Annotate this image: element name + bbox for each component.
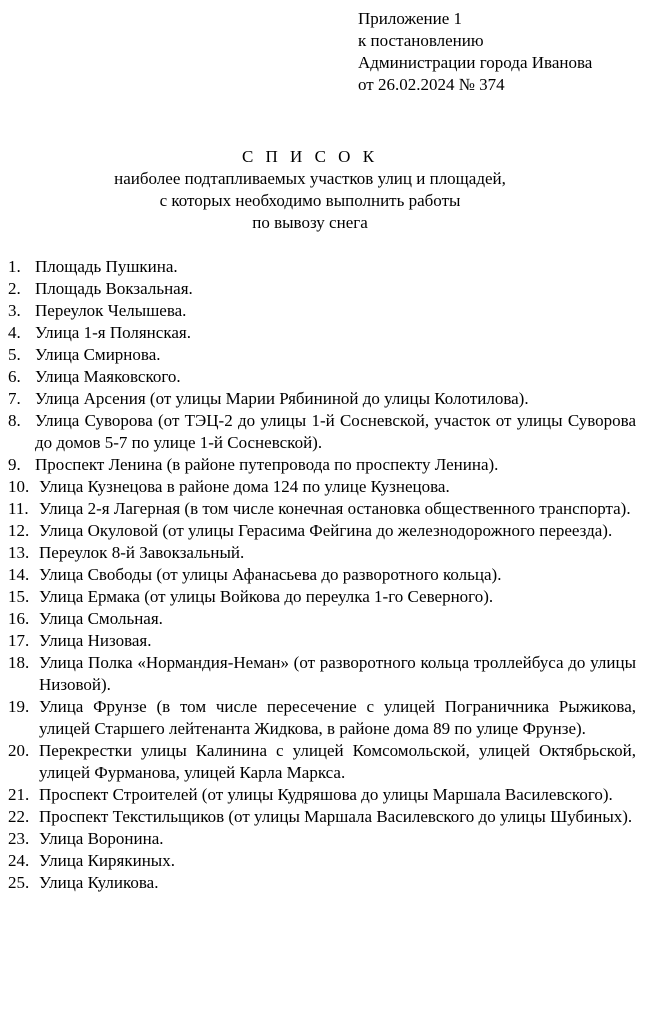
list-item-number: 17.: [8, 631, 30, 650]
list-item-number: 18.: [8, 653, 30, 672]
list-item-text: Улица Кирякиных.: [39, 851, 175, 870]
list-item: [8, 652, 636, 696]
list-item-text: Улица Смольная.: [39, 609, 163, 628]
appendix-header: [358, 8, 592, 96]
appendix-line-3: Администрации города Иванова: [358, 53, 593, 72]
list-item: [8, 476, 636, 498]
list-item: [8, 630, 636, 652]
appendix-line-2: к постановлению: [358, 31, 484, 50]
list-item-number: 24.: [8, 851, 30, 870]
list-item: [8, 300, 636, 322]
document-title: [0, 146, 620, 234]
list-item: [8, 256, 636, 278]
list-item: [8, 696, 636, 740]
list-item-text: Улица Куликова.: [39, 873, 159, 892]
list-item-text: Улица Смирнова.: [35, 345, 161, 364]
list-item-text: Улица Низовая.: [39, 631, 152, 650]
list-item-text: Улица Ермака (от улицы Войкова до переулка 1-го Северного).: [39, 587, 494, 606]
list-item-number: 23.: [8, 829, 30, 848]
list-item: [8, 784, 636, 806]
list-item-text: Перекрестки улицы Калинина с улицей Комсомольской, улицей Октябрьской, улицей Фурманова, улицей Карла Маркса.: [39, 741, 636, 782]
list-item: [8, 740, 636, 784]
list-item-number: 8.: [8, 411, 21, 430]
list-item: [8, 564, 636, 586]
title-heading: С П И С О К: [241, 147, 379, 166]
title-line-2: с которых необходимо выполнить работы: [159, 191, 461, 210]
list-item: [8, 498, 636, 520]
list-item: [8, 608, 636, 630]
appendix-line-1: Приложение 1: [358, 9, 462, 28]
list-item-text: Улица Фрунзе (в том числе пересечение с улицей Пограничника Рыжикова, улицей Старшего лейтенанта Жидкова, в районе дома 89 по улице Фрунзе).: [39, 697, 636, 738]
list-item-number: 15.: [8, 587, 30, 606]
list-item: [8, 542, 636, 564]
list-item: [8, 872, 636, 894]
list-item-text: Проспект Ленина (в районе путепровода по проспекту Ленина).: [35, 455, 499, 474]
list-item-text: Переулок Челышева.: [35, 301, 187, 320]
list-item-text: Проспект Строителей (от улицы Кудряшова до улицы Маршала Василевского).: [39, 785, 613, 804]
list-item-text: Улица Арсения (от улицы Марии Рябининой до улицы Колотилова).: [35, 389, 529, 408]
title-line-1: наиболее подтапливаемых участков улиц и площадей,: [114, 169, 506, 188]
list-item-number: 10.: [8, 477, 30, 496]
list-item: [8, 520, 636, 542]
list-item-text: Улица 1-я Полянская.: [35, 323, 191, 342]
list-item: [8, 586, 636, 608]
list-item: [8, 850, 636, 872]
list-item-number: 20.: [8, 741, 30, 760]
list-item: [8, 278, 636, 300]
list-item-text: Улица Маяковского.: [35, 367, 181, 386]
list-item-number: 5.: [8, 345, 21, 364]
list-item-number: 7.: [8, 389, 21, 408]
list-item-text: Улица Свободы (от улицы Афанасьева до разворотного кольца).: [39, 565, 502, 584]
list-item-number: 19.: [8, 697, 30, 716]
list-item-text: Площадь Пушкина.: [35, 257, 178, 276]
list-item-text: Улица Кузнецова в районе дома 124 по улице Кузнецова.: [39, 477, 450, 496]
list-item-number: 9.: [8, 455, 21, 474]
list-item-number: 3.: [8, 301, 21, 320]
appendix-line-4: от 26.02.2024 № 374: [358, 75, 505, 94]
list-item-text: Площадь Вокзальная.: [35, 279, 193, 298]
list-item-number: 11.: [8, 499, 29, 518]
list-item-text: Проспект Текстильщиков (от улицы Маршала Василевского до улицы Шубиных).: [39, 807, 633, 826]
list-item-number: 16.: [8, 609, 30, 628]
list-item: [8, 388, 636, 410]
list-item-number: 14.: [8, 565, 30, 584]
list-item-number: 13.: [8, 543, 30, 562]
list-item: [8, 806, 636, 828]
list-item: [8, 344, 636, 366]
list-item-text: Улица Воронина.: [39, 829, 164, 848]
list-item: [8, 366, 636, 388]
list-item: [8, 828, 636, 850]
list-item-number: 25.: [8, 873, 30, 892]
list-item-number: 2.: [8, 279, 21, 298]
list-item-number: 21.: [8, 785, 30, 804]
street-list: [8, 256, 636, 894]
list-item-text: Улица Суворова (от ТЭЦ-2 до улицы 1-й Сосневской, участок от улицы Суворова до домов 5-7 по улице 1-й Сосневской).: [35, 411, 636, 452]
list-item-text: Улица Окуловой (от улицы Герасима Фейгина до железнодорожного переезда).: [39, 521, 613, 540]
list-item-text: Переулок 8-й Завокзальный.: [39, 543, 245, 562]
list-item-number: 6.: [8, 367, 21, 386]
list-item-text: Улица 2-я Лагерная (в том числе конечная остановка общественного транспорта).: [39, 499, 631, 518]
list-item-number: 22.: [8, 807, 30, 826]
list-item: [8, 322, 636, 344]
list-item-text: Улица Полка «Нормандия-Неман» (от разворотного кольца троллейбуса до улицы Низовой).: [39, 653, 636, 694]
list-item-number: 12.: [8, 521, 30, 540]
list-item-number: 4.: [8, 323, 21, 342]
title-line-3: по вывозу снега: [252, 213, 368, 232]
list-item: [8, 454, 636, 476]
list-item: [8, 410, 636, 454]
list-item-number: 1.: [8, 257, 21, 276]
